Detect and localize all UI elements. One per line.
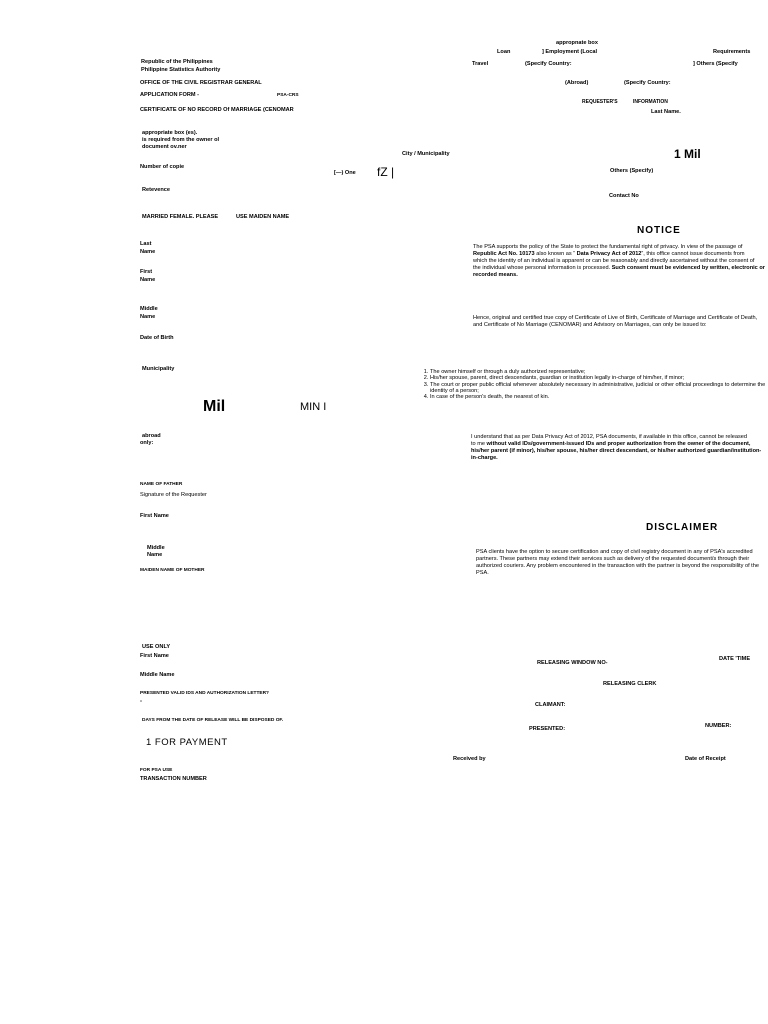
use-maiden-name-label: USE MAIDEN NAME (236, 214, 290, 220)
notice-p2-line-a: Hence, original and certified true copy of Certificate of Live of Birth, Certificate of Marriage and Certificate of Death, (473, 315, 758, 321)
disclaimer-title: DISCLAIMER (646, 522, 719, 533)
notice-p3-line-b (471, 441, 767, 448)
purpose-specify-country-1: (Specify Country: (525, 61, 572, 67)
notice-p3-line-a: I understand that as per Data Privacy Act of 2012, PSA documents, if available in this office, cannot be released (471, 434, 748, 440)
disclaimer-line-c: authorized couriers. Any problem encountered in the transaction with the partner is beyond the responsibility of the (476, 563, 759, 569)
date-of-birth-label: Date of Birth (140, 335, 174, 341)
psa-middle-name-label: Middle Name (140, 672, 175, 678)
disclaimer-line-a: PSA clients have the option to secure certification and copy of civil registry document in any of PSA's accredited (476, 549, 753, 555)
presented-ids-label: PRESENTED VALID IDS AND AUTHORIZATION LETTER? (140, 691, 269, 696)
notice-p1-mid: also known as “ (534, 251, 577, 257)
ra-10173: Republic Act No. 10173 (473, 251, 535, 257)
abroad-label: abroad (142, 433, 161, 439)
city-municipality-label: City / Municipality (402, 151, 450, 157)
list-item: 3. The court or proper public official whenever absolutely necessary in administrative, judicial or other official proceedings to determine the identity of a person; (430, 382, 768, 395)
signature-label: Signature of the Requester (140, 492, 207, 498)
mil-mark: Mil (203, 398, 226, 415)
appropriate-boxes-label: appropriate box (es). (142, 130, 198, 136)
date-of-receipt-label: Date of Receipt (685, 756, 726, 762)
office-label: OFFICE OF THE CIVIL REGISTRAR GENERAL (140, 80, 262, 86)
date-time-label: DATE 'TIME (719, 656, 751, 662)
last-name-label: Last Name. (651, 109, 681, 115)
purpose-employment: ] Employment (Local (542, 49, 598, 55)
list-item: 4. In case of the person's death, the nearest of kin. (430, 394, 768, 400)
psa-label: Philippine Statistics Authority (141, 67, 221, 73)
others-specify-label: Others (Specify) (610, 168, 654, 174)
purpose-travel: Travel (472, 61, 489, 67)
certificate-title: CERTIFICATE OF NO RECORD Of MARRIAGE (CENOMAR (140, 107, 294, 113)
application-form-label: APPLICATION FORM - (140, 92, 199, 98)
one-copy-option: [—) One (334, 170, 356, 176)
notice-paragraph-3 (471, 434, 767, 462)
purpose-appropriate-box: appropnate box (556, 40, 598, 46)
republic-label: Republic of the Philippines (141, 59, 213, 65)
notice-p1-line-c: which the identity of an individual is apparent or can be reasonably and directly ascertained without the consent of (473, 258, 755, 264)
notice-p1-end: ”, this office cannot issue documents from (641, 251, 745, 257)
name-label-4: Name (147, 552, 163, 558)
name-label-3: Name (140, 314, 156, 320)
list-item: 1. The owner himself or through a duly authorized representative; (430, 369, 768, 375)
days-disposed-label: DAYS FROM THE DATE OF RELEASE WILL BE DISPOSED OF. (142, 718, 284, 723)
notice-p1-d: the individual whose personal information is processed. (473, 265, 612, 271)
for-payment-label: 1 FOR PAYMENT (146, 737, 228, 748)
married-female-label: MARRIED FEMALE. PLEASE (142, 214, 219, 220)
releasing-window-label: RELEASING WINDOW NO- (537, 660, 608, 666)
releasing-clerk-label: RELEASING CLERK (603, 681, 657, 687)
father-first-name-label: First Name (140, 513, 169, 519)
last-label: Last (140, 241, 152, 247)
information-label: INFORMATION (633, 99, 668, 105)
only-label: only: (140, 440, 154, 446)
notice-paragraph-1 (473, 244, 768, 279)
relevance-label: Retevence (142, 187, 170, 193)
notice-p1-line-a: The PSA supports the policy of the State to protect the fundamental right of privacy. In view of the passage of (473, 244, 743, 250)
list-item: 2. His/her spouse, parent, direct descendants, guardian or institution legally in-charge of him/her, if minor; (430, 375, 768, 381)
disclaimer-text (476, 549, 768, 577)
data-privacy-act: Data Privacy Act of 2012 (576, 251, 642, 257)
notice-p1-line-b (473, 251, 768, 258)
form-code: PSA-CRS (277, 93, 299, 98)
municipality-label: Municipality (142, 366, 175, 372)
notice-p1-line-d (473, 265, 768, 279)
requesters-label: REQUESTER'S (582, 99, 618, 105)
psa-first-name-label: First Name (140, 653, 169, 659)
purpose-specify-country-2: (Specify Country: (624, 80, 671, 86)
purpose-loan: Loan (497, 49, 511, 55)
notice-p3-line-c: his/her parent (if minor), his/her spouse, his/her direct descendant, or his/her authorized guardian/institution-in-charge. (471, 448, 762, 461)
one-mil-mark: 1 Mil (674, 147, 701, 161)
notice-title: NOTICE (637, 225, 681, 236)
fz-mark: fZ | (377, 165, 395, 179)
contact-no-label: Contact No (609, 193, 639, 199)
first-label: First (140, 269, 153, 275)
name-label-1: Name (140, 249, 156, 255)
transaction-number-label: TRANSACTION NUMBER (140, 776, 207, 782)
authorized-recipients-list (421, 369, 768, 400)
name-of-father-label: NAME OF FATHER (140, 482, 183, 487)
number-of-copies-label: Number of copie (140, 164, 185, 170)
notice-p2-line-b: and Certificate of No Marriage (CENOMAR) and Advisory on Marriages, can only be issued to: (473, 322, 707, 328)
consent-requirement: Such consent must be evidenced by written, electronic or recorded means. (473, 265, 765, 278)
min-mark: MIN I (300, 401, 327, 413)
for-psa-use-label: FOR PSA USE (140, 768, 173, 773)
use-only-label: USE ONLY (142, 644, 171, 650)
purpose-abroad: (Abroad) (565, 80, 589, 86)
disclaimer-line-d: PSA. (476, 570, 489, 576)
middle-label-2: Middle (147, 545, 165, 551)
purpose-others: ] Others (Specify (693, 61, 738, 67)
valid-ids-requirement: without valid IDs/government-issued IDs and proper authorization from the owner of the document, (486, 441, 751, 447)
document-owner-label: document ov.ner (142, 144, 187, 150)
required-from-owner-label: is required from the owner ol (142, 137, 220, 143)
received-by-label: Received by (453, 756, 486, 762)
small-mark: ° (140, 700, 142, 706)
name-label-2: Name (140, 277, 156, 283)
maiden-name-mother-label: MAIDEN NAME OF MOTHER (140, 568, 205, 573)
disclaimer-line-b: partners. These partners may extend their services such as delivery of the requested document/s through their (476, 556, 750, 562)
presented-label: PRESENTED: (529, 726, 566, 732)
claimant-label: CLAIMANT: (535, 702, 566, 708)
purpose-requirements: Requirements (713, 49, 751, 55)
notice-p3-b: to me (471, 441, 487, 447)
notice-paragraph-2 (473, 315, 768, 329)
middle-label: Middle (140, 306, 158, 312)
number-label: NUMBER: (705, 723, 732, 729)
